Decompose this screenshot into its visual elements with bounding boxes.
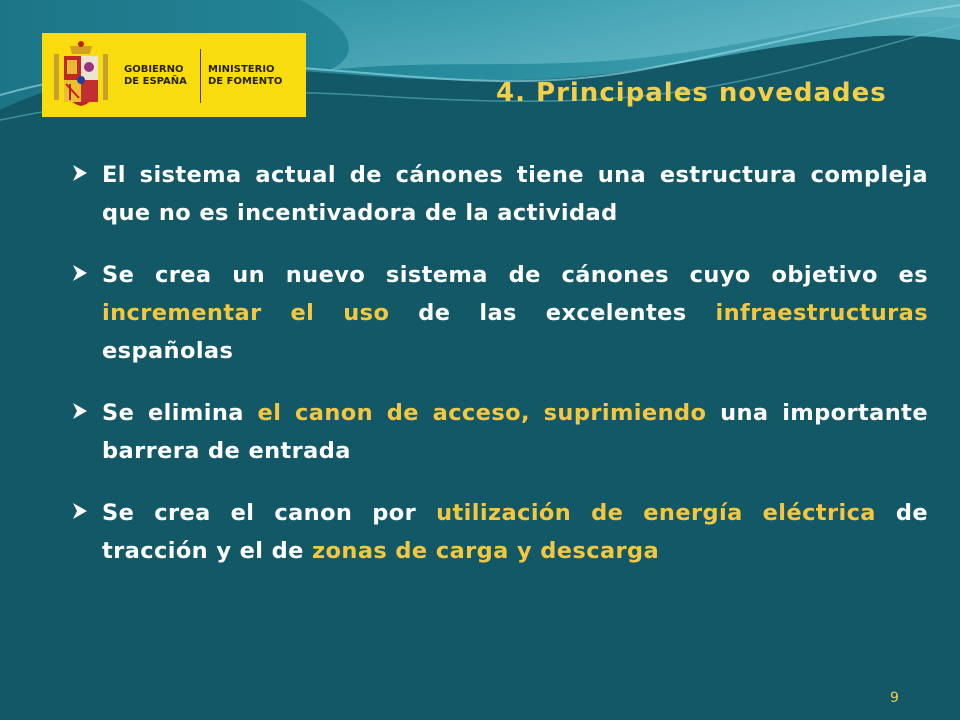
logo-line-gobierno: GOBIERNO: [124, 64, 184, 75]
bullet-text-2: [102, 256, 928, 370]
logo-line-espana: DE ESPAÑA: [124, 76, 187, 87]
logo-divider: [200, 49, 201, 103]
bullet-4-highlight-1: utilización de energía eléctrica: [436, 500, 876, 526]
arrowhead-bullet-icon: [70, 263, 90, 283]
bullet-2-highlight-2: infraestructuras: [715, 300, 929, 326]
logo-text-ministerio: [208, 64, 298, 88]
bullet-2-segment-5: españolas: [102, 338, 234, 364]
bullet-3-segment-1: Se elimina: [102, 400, 258, 426]
bullet-4-segment-3: de tracción y el de: [102, 500, 928, 564]
bullet-4-segment-1: Se crea el canon por: [102, 500, 437, 526]
bullet-2-segment-1: Se crea un nuevo sistema de cánones cuyo objetivo es: [102, 262, 928, 288]
coat-of-arms-icon: [52, 40, 110, 110]
bullet-2-segment-3: de las excelentes: [389, 300, 716, 326]
arrowhead-bullet-icon: [70, 163, 90, 183]
bullet-text-1: [102, 156, 928, 232]
bullet-4-highlight-2: zonas de carga y descarga: [312, 538, 660, 564]
logo-line-fomento: DE FOMENTO: [208, 76, 283, 87]
bullet-item-2: [70, 256, 928, 370]
arrowhead-bullet-icon: [70, 501, 90, 521]
bullet-2-highlight-1: incrementar el uso: [102, 300, 390, 326]
bullet-text-3: [102, 394, 928, 470]
slide-title: 4. Principales novedades: [496, 78, 887, 108]
bullet-3-segment-3: una importante barrera de entrada: [102, 400, 928, 464]
bullet-item-3: [70, 394, 928, 470]
page-number: 9: [890, 690, 899, 706]
arrowhead-bullet-icon: [70, 401, 90, 421]
bullet-3-highlight-1: el canon de acceso, suprimiendo: [257, 400, 707, 426]
bullet-text-4: [102, 494, 928, 570]
bullet-1-segment-1: El sistema actual de cánones tiene una estructura compleja que no es incentivadora de la actividad: [102, 162, 928, 226]
government-logo: [42, 33, 306, 117]
bullet-item-4: [70, 494, 928, 570]
bullet-item-1: [70, 156, 928, 232]
logo-line-ministerio: MINISTERIO: [208, 64, 275, 75]
bullet-list: [70, 156, 928, 594]
